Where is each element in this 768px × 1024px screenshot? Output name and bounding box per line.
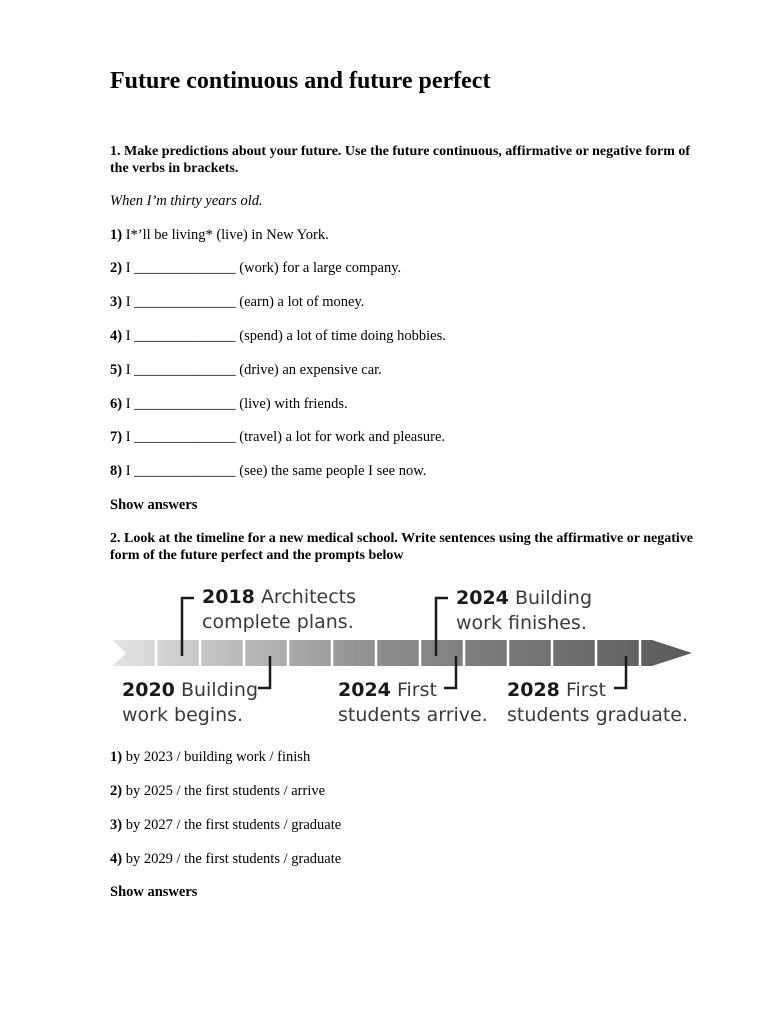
item-text: I ______________ (drive) an expensive car. [125,362,382,378]
show-answers-link[interactable]: Show answers [110,884,198,900]
item-number: 4) [110,328,123,344]
exercise-1-item [110,328,446,345]
exercise-2-item [110,783,325,800]
item-number: 6) [110,396,123,412]
item-text: by 2023 / building work / finish [125,749,311,765]
item-number: 1) [110,749,123,765]
item-number: 2) [110,260,123,276]
exercise-1-item [110,227,329,244]
item-text: I ______________ (see) the same people I see now. [125,463,427,479]
timeline-diagram [112,578,696,733]
exercise-1-subtitle: When I’m thirty years old. [110,193,263,209]
item-text: I ______________ (spend) a lot of time doing hobbies. [125,328,446,344]
item-number: 3) [110,817,123,833]
exercise-1-item [110,294,364,311]
item-number: 4) [110,851,123,867]
item-text: I*’ll be living* (live) in New York. [125,227,329,243]
timeline-event-2018: 2018 Architects [202,586,357,608]
show-answers-link[interactable]: Show answers [110,497,198,513]
timeline-event-2028: 2028 First [507,679,606,701]
item-number: 1) [110,227,123,243]
item-text: I ______________ (live) with friends. [125,396,348,412]
timeline-event-2024-building-detail: work finishes. [456,612,587,634]
item-text: I ______________ (earn) a lot of money. [125,294,365,310]
exercise-2-item [110,749,310,766]
item-number: 5) [110,362,123,378]
item-text: I ______________ (work) for a large company. [125,260,402,276]
page-title: Future continuous and future perfect [110,68,491,94]
timeline-event-2024-students: 2024 First [338,679,437,701]
exercise-1-item [110,362,382,379]
timeline-event-2018-detail: complete plans. [202,611,354,633]
item-text: I ______________ (travel) a lot for work and pleasure. [125,429,446,445]
timeline-event-2024-students-detail: students arrive. [338,704,488,726]
item-text: by 2029 / the first students / graduate [125,851,342,867]
exercise-1-instruction: 1. Make predictions about your future. Use the future continuous, affirmative or negative form of the verbs in brackets. [110,144,691,176]
timeline-event-2028-detail: students graduate. [507,704,689,726]
item-number: 8) [110,463,123,479]
exercise-2-item [110,817,341,834]
exercise-2-instruction: 2. Look at the timeline for a new medical school. Write sentences using the affirmative or negative form of the future perfect and the prompts below [110,531,693,563]
exercise-1-item [110,429,445,446]
item-number: 7) [110,429,123,445]
exercise-2-item [110,851,341,868]
exercise-1-item [110,463,426,480]
item-text: by 2027 / the first students / graduate [125,817,342,833]
exercise-1-item [110,260,401,277]
timeline-event-2020-detail: work begins. [122,704,244,726]
timeline-event-2024-building: 2024 Building [456,587,593,609]
item-number: 2) [110,783,123,799]
item-text: by 2025 / the first students / arrive [125,783,326,799]
item-number: 3) [110,294,123,310]
timeline-event-2020: 2020 Building [122,679,259,701]
exercise-1-item [110,396,348,413]
